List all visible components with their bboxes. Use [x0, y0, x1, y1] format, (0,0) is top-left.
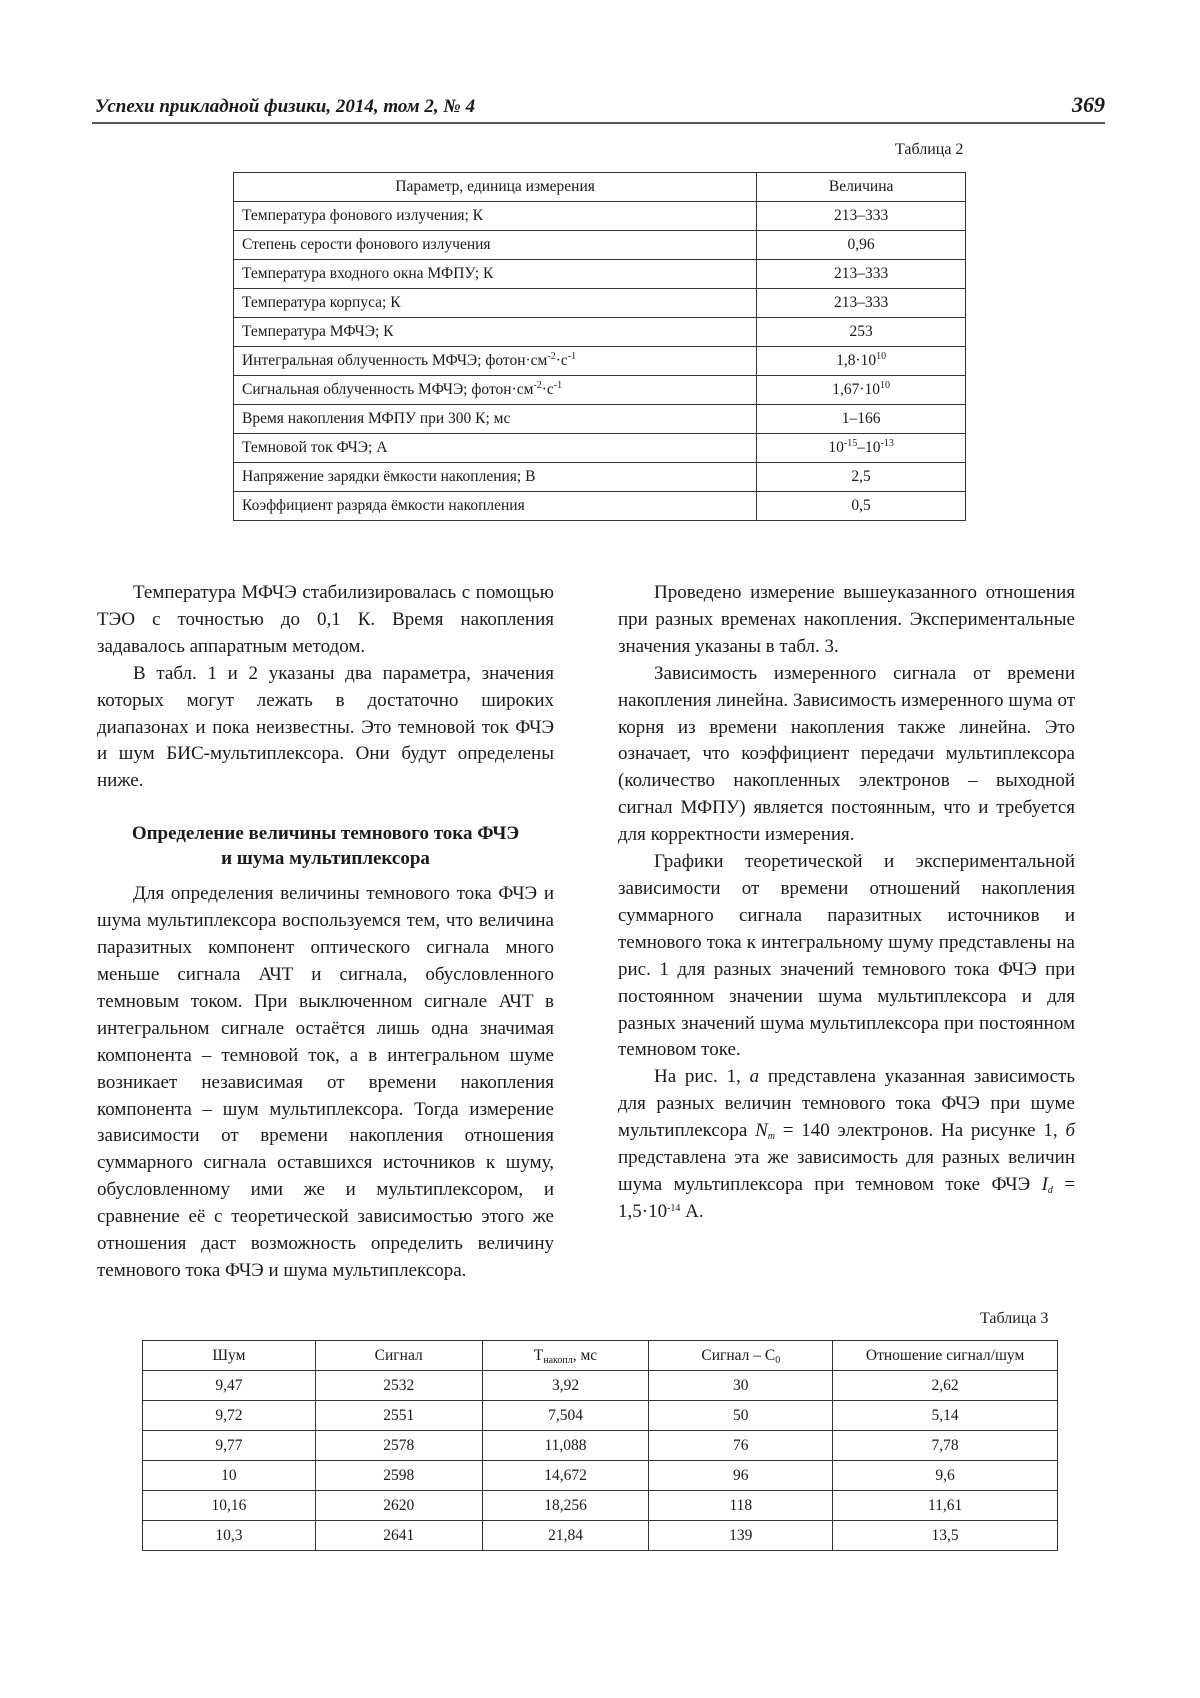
cell: 2551	[315, 1401, 482, 1431]
right-column	[618, 580, 1075, 1226]
paragraph	[618, 1064, 1075, 1225]
cell: 10,16	[143, 1491, 316, 1521]
table-row	[234, 231, 966, 260]
paragraph: Графики теоретической и экспериментальной зависимости от времени отношений накопления суммарного сигнала паразитных источников и темнового тока к интегральному шуму представлены на рис. 1 для разных значений темнового тока ФЧЭ при постоянном значении шума мультиплексора и для разных значений шума мультиплексора при постоянном темновом токе.	[618, 851, 1075, 1061]
cell: 2578	[315, 1431, 482, 1461]
param-cell	[234, 347, 757, 376]
table-row	[143, 1401, 1058, 1431]
table-row	[234, 260, 966, 289]
subscript: накопл	[543, 1354, 573, 1366]
cell: 118	[649, 1491, 833, 1521]
cell: 21,84	[482, 1521, 649, 1551]
value-cell	[757, 434, 966, 463]
cell: 5,14	[833, 1401, 1058, 1431]
superscript: -2	[547, 351, 556, 363]
cell: 9,47	[143, 1371, 316, 1401]
cell: 50	[649, 1401, 833, 1431]
table3-header-row	[143, 1341, 1058, 1371]
cell: 9,6	[833, 1461, 1058, 1491]
text-run: А.	[680, 1200, 704, 1222]
math-subscript: d	[1047, 1184, 1053, 1196]
header-noise: Шум	[143, 1341, 316, 1371]
superscript: -1	[567, 351, 577, 363]
section-heading-line: и шума мультиплексора	[221, 848, 430, 870]
header-snr: Отношение сигнал/шум	[833, 1341, 1058, 1371]
superscript: 10	[876, 351, 887, 363]
cell: 10,3	[143, 1521, 316, 1551]
cell: 2620	[315, 1491, 482, 1521]
superscript: -14	[667, 1202, 681, 1214]
text-run: представлена указанная зависимость для разных величин темнового тока ФЧЭ при шуме мультиплексора	[618, 1066, 1075, 1142]
table2	[233, 172, 966, 521]
param-cell: Температура МФЧЭ; К	[234, 318, 757, 347]
value-cell: 253	[757, 318, 966, 347]
header-text: Сигнал – C	[701, 1346, 776, 1364]
param-cell: Температура входного окна МФПУ; К	[234, 260, 757, 289]
cell: 11,088	[482, 1431, 649, 1461]
superscript: 10	[880, 380, 891, 392]
table-row	[143, 1371, 1058, 1401]
superscript: -13	[880, 438, 894, 450]
param-text: Интегральная облученность МФЧЭ; фотон·см	[242, 352, 548, 370]
table-row	[234, 347, 966, 376]
left-column	[97, 580, 554, 1285]
cell: 13,5	[833, 1521, 1058, 1551]
cell: 2598	[315, 1461, 482, 1491]
table-row	[234, 434, 966, 463]
param-cell	[234, 376, 757, 405]
cell: 18,256	[482, 1491, 649, 1521]
cell: 30	[649, 1371, 833, 1401]
paragraph: Проведено измерение вышеуказанного отношения при разных временах накопления. Экспериментальные значения указаны в табл. 3.	[618, 582, 1075, 657]
value-cell: 213–333	[757, 289, 966, 318]
param-cell: Напряжение зарядки ёмкости накопления; В	[234, 463, 757, 492]
param-cell: Коэффициент разряда ёмкости накопления	[234, 492, 757, 521]
paragraph: Для определения величины темнового тока ФЧЭ и шума мультиплексора воспользуемся тем, что величина паразитных компонент оптического сигнала много меньше сигнала АЧТ и сигнала, обусловленного темновым током. При выключенном сигнале АЧТ в интегральном сигнале остаётся лишь одна значимая компонента – темновой ток, а в интегральном шуме возникает независимая от времени накопления компонента – шум мультиплексора. Тогда измерение зависимости от времени накопления отношения суммарного сигнала оставшихся источников к шуму, обусловленному ими же и мультиплексором, и сравнение её с теоретической зависимостью этого же отношения даст возможность определить величину темнового тока ФЧЭ и шума мультиплексора.	[97, 883, 554, 1281]
figure-label: б	[1065, 1120, 1075, 1142]
math-symbol: I	[1041, 1173, 1048, 1195]
value-cell	[757, 376, 966, 405]
header-text: T	[533, 1346, 544, 1364]
subscript: 0	[775, 1354, 781, 1366]
param-text: ·с	[541, 381, 554, 399]
value-cell: 0,5	[757, 492, 966, 521]
cell: 7,504	[482, 1401, 649, 1431]
running-header	[95, 92, 1105, 118]
figure-label: а	[749, 1066, 760, 1088]
math-subscript: m	[767, 1131, 775, 1143]
cell: 96	[649, 1461, 833, 1491]
param-cell: Время накопления МФПУ при 300 К; мс	[234, 405, 757, 434]
value-text: –10	[857, 439, 881, 457]
table3	[142, 1340, 1058, 1551]
header-signal: Сигнал	[315, 1341, 482, 1371]
cell: 3,92	[482, 1371, 649, 1401]
cell: 14,672	[482, 1461, 649, 1491]
header-signal-minus-c0	[649, 1341, 833, 1371]
header-text: , мс	[572, 1346, 598, 1364]
cell: 2641	[315, 1521, 482, 1551]
param-cell: Температура фонового излучения; К	[234, 202, 757, 231]
value-cell: 213–333	[757, 202, 966, 231]
table-row	[143, 1521, 1058, 1551]
superscript: -2	[533, 380, 542, 392]
value-cell	[757, 347, 966, 376]
text-run: представлена эта же зависимость для разных величин шума мультиплексора при темновом токе ФЧЭ	[618, 1147, 1075, 1195]
superscript: -15	[843, 438, 858, 450]
value-text: 1,67·10	[832, 381, 881, 399]
table-row	[234, 318, 966, 347]
page-number: 369	[1072, 92, 1105, 117]
table-row	[234, 202, 966, 231]
math-symbol: N	[755, 1120, 768, 1142]
section-heading-line: Определение величины темнового тока ФЧЭ	[131, 823, 520, 845]
table2-header-row	[234, 173, 966, 202]
param-cell: Температура корпуса; К	[234, 289, 757, 318]
section-heading	[97, 821, 554, 871]
table-row	[143, 1431, 1058, 1461]
value-text: 1,8·10	[836, 352, 877, 370]
cell: 7,78	[833, 1431, 1058, 1461]
header-rule	[92, 122, 1105, 124]
cell: 139	[649, 1521, 833, 1551]
cell: 11,61	[833, 1491, 1058, 1521]
table-row	[143, 1461, 1058, 1491]
param-text: ·с	[555, 352, 568, 370]
text-run: На рис. 1,	[654, 1066, 750, 1088]
value-text: 10	[828, 439, 844, 457]
text-run: = 1,5·10	[618, 1173, 1075, 1222]
table-row	[234, 463, 966, 492]
paragraph: Зависимость измеренного сигнала от времени накопления линейна. Зависимость измеренного шума от корня из времени накопления также линейна. Это означает, что коэффициент передачи мультиплексора (количество накопленных электронов – выходной сигнал МФПУ) является постоянным, что и требуется для корректности измерения.	[618, 662, 1075, 846]
cell: 10	[143, 1461, 316, 1491]
paragraph: В табл. 1 и 2 указаны два параметра, значения которых могут лежать в достаточно широких диапазонах и пока неизвестны. Это темновой ток ФЧЭ и шум БИС-мультиплексора. Они будут определены ниже.	[97, 662, 554, 792]
cell: 2,62	[833, 1371, 1058, 1401]
value-cell: 2,5	[757, 463, 966, 492]
paragraph: Температура МФЧЭ стабилизировалась с помощью ТЭО с точностью до 0,1 К. Время накопления задавалось аппаратным методом.	[97, 582, 554, 657]
cell: 9,77	[143, 1431, 316, 1461]
param-cell: Темновой ток ФЧЭ; А	[234, 434, 757, 463]
table-row	[143, 1491, 1058, 1521]
value-cell: 213–333	[757, 260, 966, 289]
superscript: -1	[553, 380, 563, 392]
header-accum-time	[482, 1341, 649, 1371]
journal-title: Успехи прикладной физики, 2014, том 2, № 4	[95, 96, 476, 117]
table2-header-value: Величина	[757, 173, 966, 202]
value-cell: 0,96	[757, 231, 966, 260]
table-row	[234, 492, 966, 521]
value-cell: 1–166	[757, 405, 966, 434]
cell: 2532	[315, 1371, 482, 1401]
table-row	[234, 376, 966, 405]
table2-caption: Таблица 2	[895, 141, 964, 158]
table-row	[234, 289, 966, 318]
cell: 9,72	[143, 1401, 316, 1431]
cell: 76	[649, 1431, 833, 1461]
text-run: = 140 электронов. На рисунке 1,	[775, 1120, 1066, 1142]
table3-caption: Таблица 3	[980, 1310, 1049, 1327]
param-cell: Степень серости фонового излучения	[234, 231, 757, 260]
table-row	[234, 405, 966, 434]
param-text: Сигнальная облученность МФЧЭ; фотон·см	[242, 381, 534, 399]
table2-header-param: Параметр, единица измерения	[234, 173, 757, 202]
